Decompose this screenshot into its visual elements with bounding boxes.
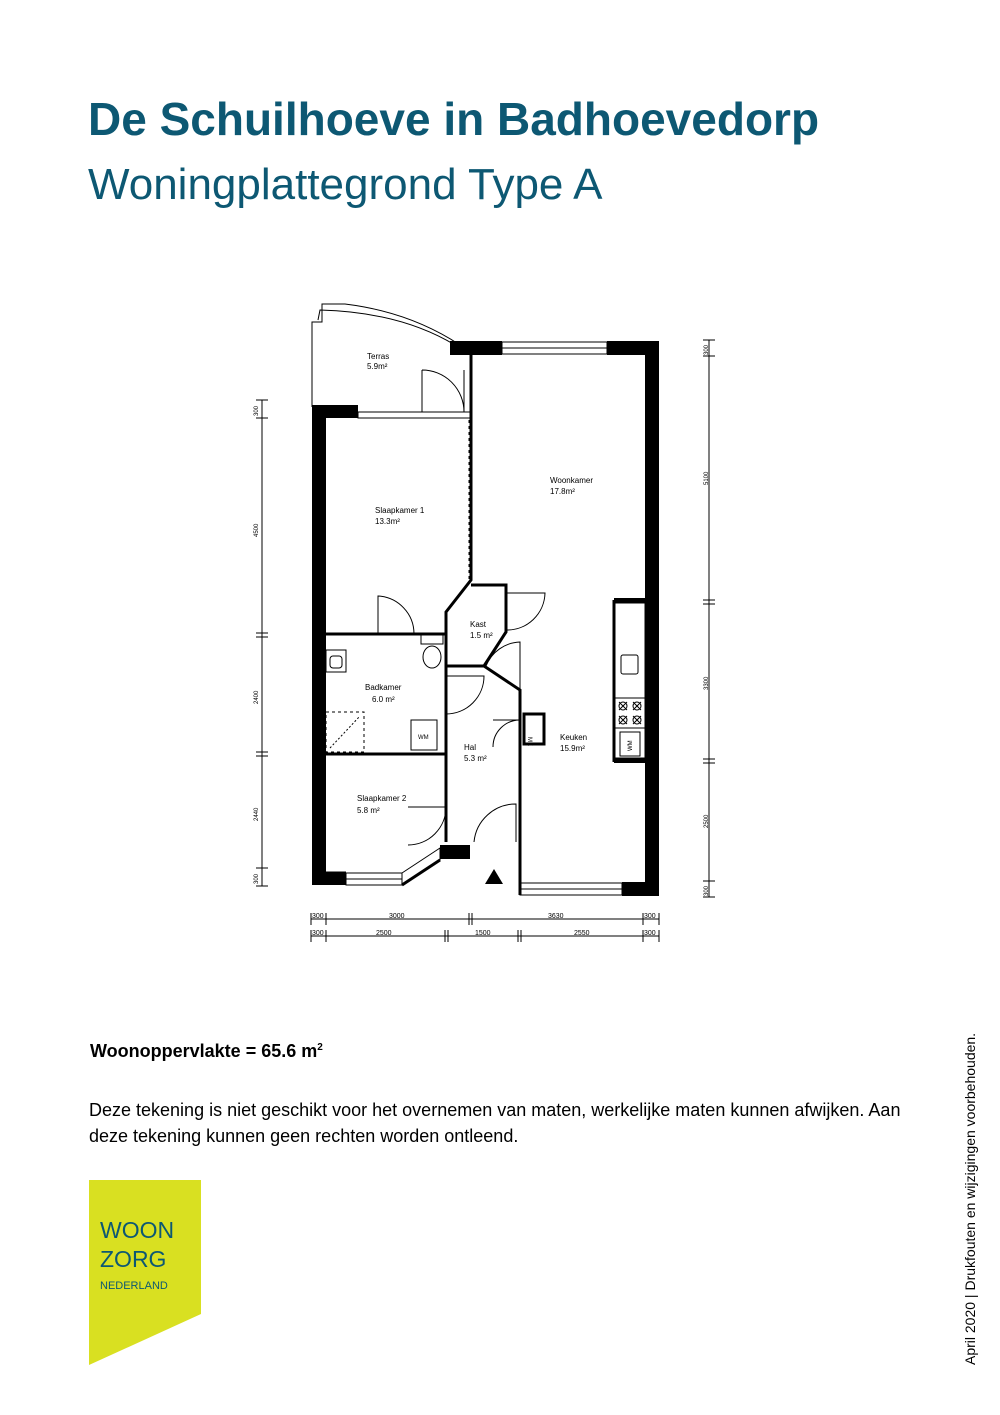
page-subtitle: Woningplattegrond Type A <box>88 160 603 209</box>
page-title: De Schuilhoeve in Badhoevedorp <box>88 93 820 145</box>
logo-shape <box>89 1180 201 1365</box>
woonzorg-logo <box>89 1180 201 1365</box>
room-area: 15.9m² <box>560 744 585 753</box>
dim-label: 300 <box>704 885 710 896</box>
dim-label: 3300 <box>704 676 710 690</box>
room-area: 5.3 m² <box>464 754 487 763</box>
room-area: 5.9m² <box>367 362 388 371</box>
room-name: Slaapkamer 1 <box>375 506 425 515</box>
room-name: Slaapkamer 2 <box>357 794 407 803</box>
living-area-summary <box>90 1041 323 1062</box>
dim-label: 300 <box>704 344 710 355</box>
dim-label: 2400 <box>254 690 260 704</box>
washing-machine-label: WM <box>628 740 634 751</box>
room-name: Woonkamer <box>550 476 593 485</box>
dim-label: 300 <box>312 930 324 937</box>
room-name: Terras <box>367 352 390 361</box>
disclaimer-text: Deze tekening is niet geschikt voor het overnemen van maten, werkelijke maten kunnen afwijken. Aan deze tekening kunnen geen rechten worden ontleend. <box>89 1100 901 1146</box>
room-name: Hal <box>464 743 477 752</box>
side-note: April 2020 | Drukfouten en wijzigingen voorbehouden. <box>962 1032 978 1365</box>
dim-label: 2500 <box>376 930 392 937</box>
dimension-line-right <box>703 340 715 897</box>
living-area-unit-sup: 2 <box>317 1042 323 1053</box>
room-area: 17.8m² <box>550 487 575 496</box>
logo-line-1: WOON <box>100 1217 175 1243</box>
entrance-arrow-icon <box>485 869 503 884</box>
dim-label: 3000 <box>389 913 405 920</box>
logo-line-3: NEDERLAND <box>100 1280 168 1292</box>
dim-label: 300 <box>312 913 324 920</box>
floor-plan <box>240 295 710 955</box>
dim-label: 5100 <box>704 471 710 485</box>
dim-label: 2440 <box>254 807 260 821</box>
dimension-line-bottom <box>311 913 659 942</box>
meter-cupboard-label: MK <box>526 737 532 746</box>
room-name: Badkamer <box>365 683 402 692</box>
room-name: Keuken <box>560 733 588 742</box>
room-name: Kast <box>470 620 487 629</box>
windows <box>346 342 622 895</box>
dim-label: 4500 <box>254 523 260 537</box>
dim-label: 1500 <box>475 930 491 937</box>
dim-label: 2500 <box>704 814 710 828</box>
dim-label: 2550 <box>574 930 590 937</box>
dim-label: 300 <box>254 405 260 416</box>
logo-line-2: ZORG <box>100 1246 167 1272</box>
room-area: 1.5 m² <box>470 631 493 640</box>
room-area: 5.8 m² <box>357 806 380 815</box>
room-area: 6.0 m² <box>372 695 395 704</box>
dim-label: 300 <box>254 873 260 884</box>
room-area: 13.3m² <box>375 517 400 526</box>
dim-label: 3630 <box>548 913 564 920</box>
dim-label: 300 <box>644 930 656 937</box>
washing-machine-label: WM <box>418 735 429 741</box>
living-area-label: Woonoppervlakte = 65.6 m <box>90 1041 318 1061</box>
dim-label: 300 <box>644 913 656 920</box>
